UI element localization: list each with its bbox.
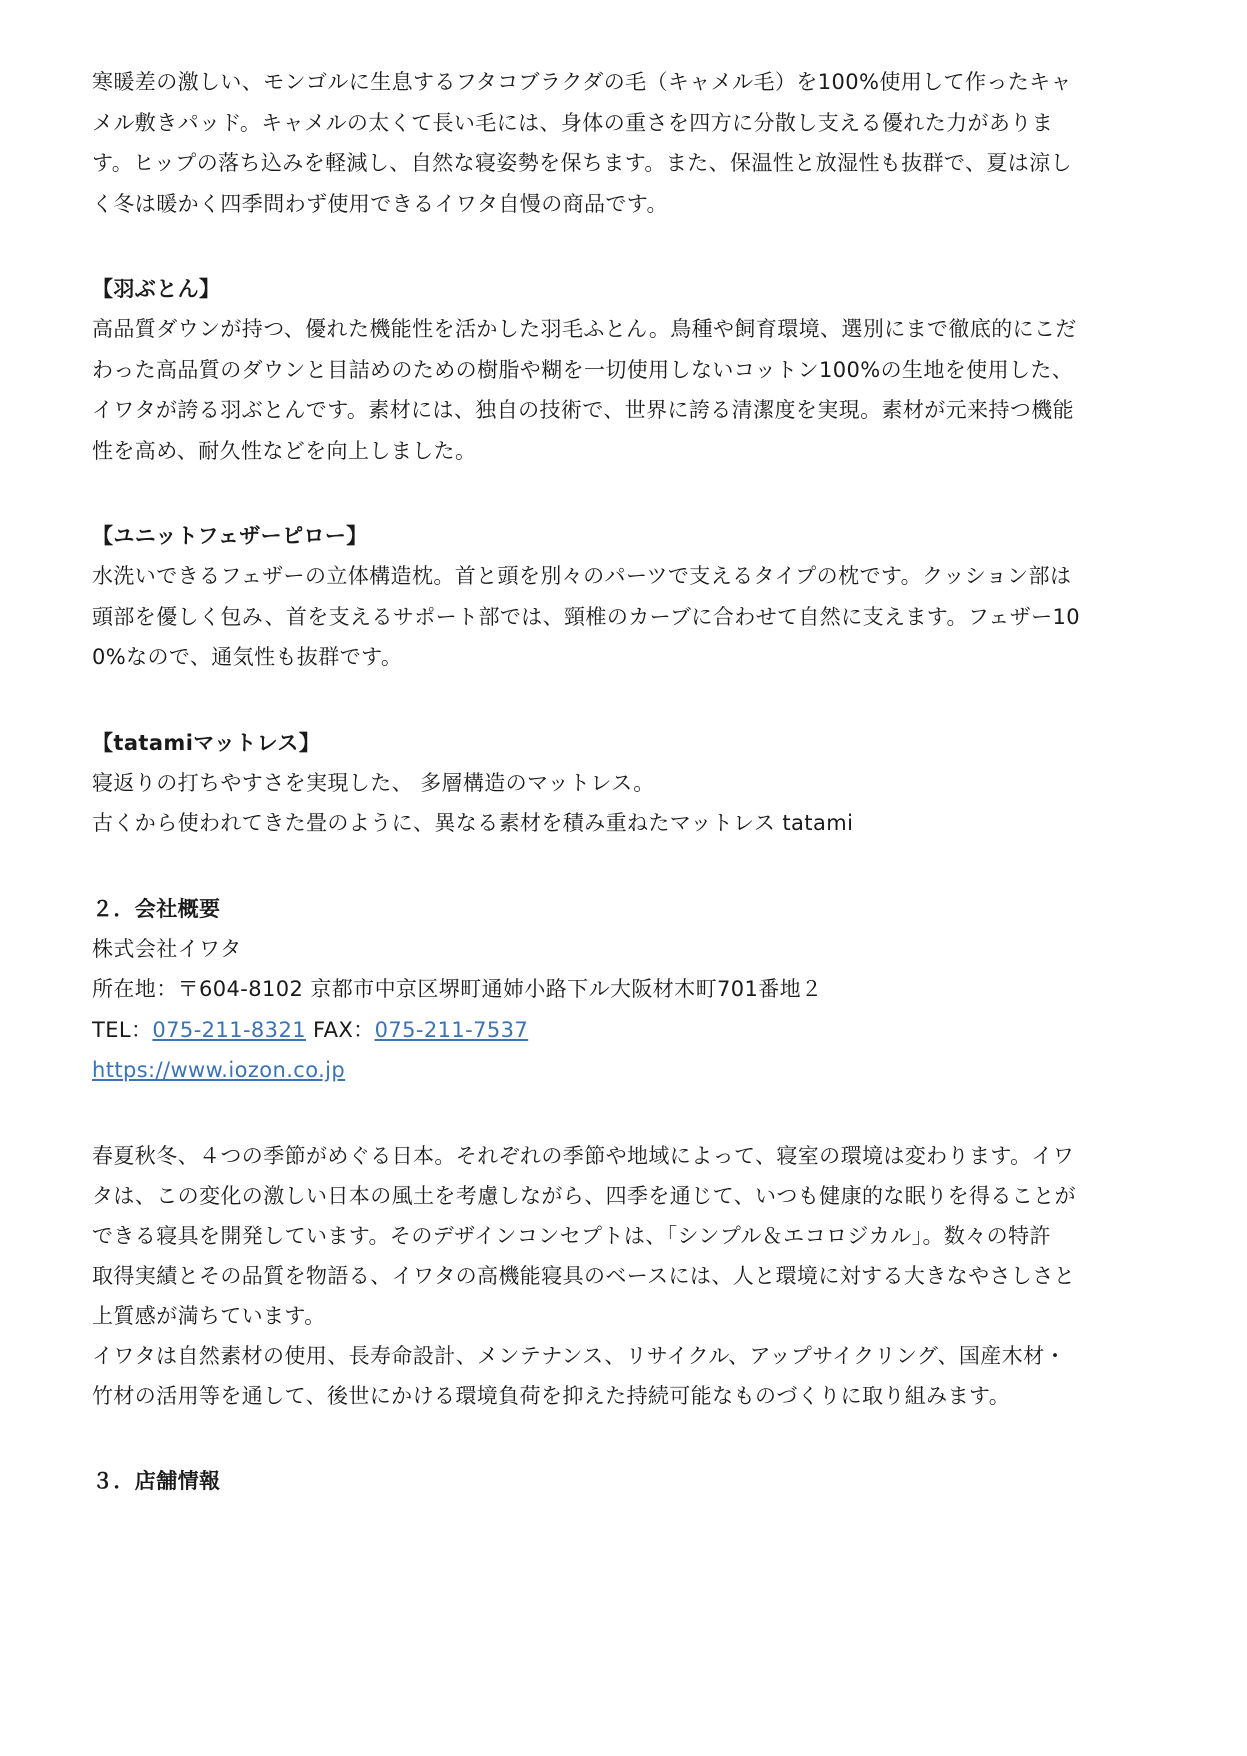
paragraph-line: す。ヒップの落ち込みを軽減し、自然な寝姿勢を保ちます。また、保温性と放湿性も抜群で、夏は涼し <box>92 151 1072 175</box>
tel-link[interactable]: 075-211-8321 <box>152 1017 306 1042</box>
company-name: 株式会社イワタ <box>92 936 242 961</box>
spacer <box>92 678 1157 723</box>
futon-heading: 【羽ぶとん】 <box>92 277 221 301</box>
company-info <box>92 929 1157 1091</box>
tel-label: TEL： <box>92 1017 153 1042</box>
company-address: 所在地：〒604-8102 京都市中京区堺町通姉小路下ル大阪材木町701番地２ <box>92 977 823 1001</box>
paragraph-line: 古くから使われてきた畳のように、異なる素材を積み重ねたマットレス tatami <box>92 811 854 835</box>
spacer <box>92 224 1157 269</box>
futon-paragraph <box>92 309 1157 471</box>
paragraph-line: く冬は暖かく四季問わず使用できるイワタ自慢の商品です。 <box>92 191 668 216</box>
spacer <box>92 471 1157 516</box>
paragraph-line: イワタは自然素材の使用、長寿命設計、メンテナンス、リサイクル、アップサイクリング、国産木材・ <box>92 1343 1066 1368</box>
paragraph-line: 高品質ダウンが持つ、優れた機能性を活かした羽毛ふとん。鳥種や飼育環境、選別にまで徹底的にこだ <box>92 317 1077 341</box>
spacer <box>92 844 1157 889</box>
paragraph-line: 頭部を優しく包み、首を支えるサポート部では、頸椎のカーブに合わせて自然に支えます。フェザー10 <box>92 604 1080 629</box>
paragraph-line: 寝返りの打ちやすさを実現した、 多層構造のマットレス。 <box>92 770 655 795</box>
paragraph-line: わった高品質のダウンと目詰めのための樹脂や糊を一切使用しないコットン100%の生地を使用した、 <box>92 357 1074 382</box>
paragraph-line: イワタが誇る羽ぶとんです。素材には、独自の技術で、世界に誇る清潔度を実現。素材が元来持つ機能 <box>92 398 1075 422</box>
contact-line <box>92 1010 1157 1051</box>
paragraph-line: 竹材の活用等を通して、後世にかける環境負荷を抑えた持続可能なものづくりに取り組みます。 <box>92 1383 1011 1408</box>
fax-link[interactable]: 075-211-7537 <box>374 1017 529 1042</box>
website-line <box>92 1050 1157 1091</box>
paragraph-line: できる寝具を開発しています。そのデザインコンセプトは、「シンプル＆エコロジカル」。数々の特許 <box>92 1223 1051 1248</box>
paragraph-line: 性を高め、耐久性などを向上しました。 <box>92 438 477 463</box>
paragraph-line: メル敷きパッド。キャメルの太くて長い毛には、身体の重さを四方に分散し支える優れた力がありま <box>92 110 1054 135</box>
website-link[interactable]: https://www.iozon.co.jp <box>92 1058 346 1082</box>
company-heading: ２．会社概要 <box>92 896 221 921</box>
tatami-heading: 【tatamiマットレス】 <box>92 730 321 755</box>
paragraph-line: 0%なので、通気性も抜群です。 <box>92 645 403 669</box>
paragraph-line: 上質感が満ちています。 <box>92 1303 326 1328</box>
pillow-paragraph <box>92 556 1157 678</box>
paragraph-line: 寒暖差の激しい、モンゴルに生息するフタコブラクダの毛（キャメル毛）を100%使用して作ったキャ <box>92 70 1072 94</box>
tatami-paragraph <box>92 763 1157 844</box>
paragraph-line: 取得実績とその品質を物語る、イワタの高機能寝具のベースには、人と環境に対する大きなやさしさと <box>92 1263 1076 1288</box>
paragraph-line: 水洗いできるフェザーの立体構造枕。首と頭を別々のパーツで支えるタイプの枕です。クッション部は <box>92 564 1072 588</box>
store-heading: ３．店舗情報 <box>92 1468 221 1493</box>
camel-pad-paragraph <box>92 62 1157 224</box>
philosophy-paragraph <box>92 1136 1157 1416</box>
paragraph-line: タは、この変化の激しい日本の風土を考慮しながら、四季を通じて、いつも健康的な眠りを得ることが <box>92 1183 1076 1208</box>
fax-label: FAX： <box>305 1017 375 1042</box>
paragraph-line: 春夏秋冬、４つの季節がめぐる日本。それぞれの季節や地域によって、寝室の環境は変わります。イワ <box>92 1143 1075 1168</box>
pillow-heading: 【ユニットフェザーピロー】 <box>92 524 368 548</box>
spacer <box>92 1091 1157 1136</box>
spacer <box>92 1416 1157 1461</box>
